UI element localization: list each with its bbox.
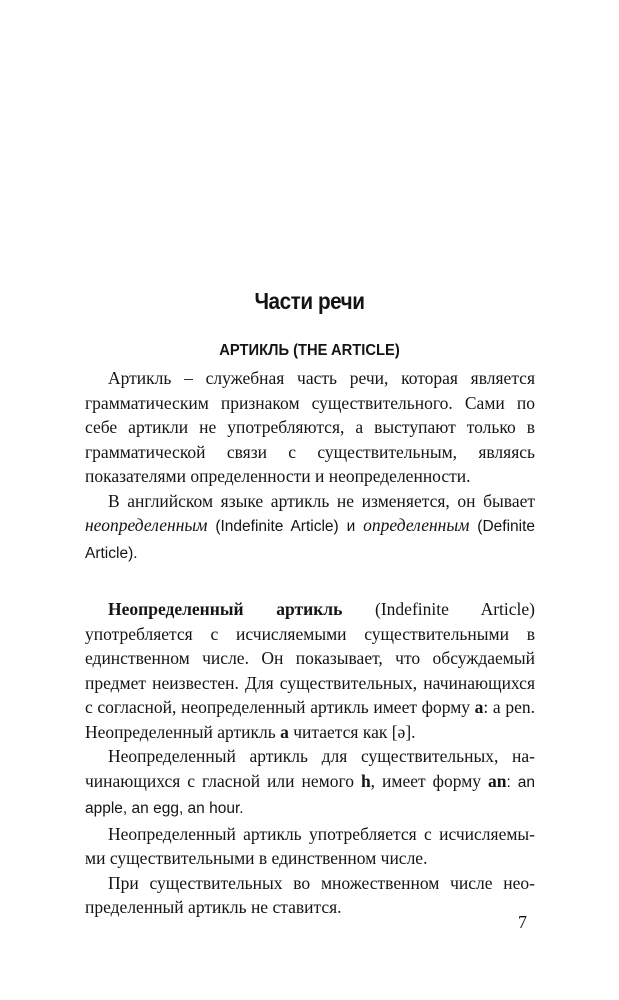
paragraph-4-part-c: , имеет форму: [370, 770, 489, 791]
paragraph-3-part-c: : a pen. Неопределенный артикль: [85, 697, 535, 742]
paragraph-3-part-e: читается как [ə].: [288, 721, 416, 742]
indefinite-article-text-block: [85, 597, 535, 920]
page-number: 7: [518, 912, 527, 932]
paragraph-1: Артикль – служебная часть речи, которая является грамматическим признаком существительного. Сами по себе артикли не употребляются, а выступают только в грамматической связи с существительным, являясь показателями определенности и неопределенности.: [85, 368, 535, 486]
chapter-title: Части речи: [254, 288, 365, 314]
form-a-reading: a: [280, 721, 289, 742]
term-indefinite: неопределенным: [85, 515, 208, 535]
paragraph-4-part-e: : an apple, an egg, an hour.: [85, 773, 535, 817]
term-definite: определенным: [363, 515, 470, 535]
paragraph-6: При существительных во множественном числе неопределенный артикль не ставится.: [85, 872, 535, 917]
section-title: АРТИКЛЬ (THE ARTICLE): [219, 342, 400, 359]
paragraph-2: [85, 489, 535, 567]
paragraph-2-part-e: (Definite Article).: [85, 518, 536, 562]
paragraph-2-part-c: (Indefinite Article) и: [207, 518, 364, 535]
term-indefinite-article: Неопределенный артикль: [108, 599, 343, 619]
paragraph-5: Неопределенный артикль употребляется с исчисляемыми существительными в единственном числе.: [85, 823, 535, 868]
form-a: a: [474, 697, 484, 717]
paragraph-4: [85, 744, 535, 822]
form-an: an: [488, 770, 507, 791]
paragraph-3: [85, 597, 535, 744]
letter-h: h: [360, 770, 371, 791]
intro-text-block: [85, 366, 535, 566]
paragraph-3-part-a: (Indefinite Article) употребляется с исчисляемыми существительными в единственном числе. Он показывает, что обсуждаемый предмет неизвестен. Для существительных, начинающихся с согласной, неопределенный артикль имеет форму: [85, 599, 535, 717]
paragraph-4-part-a: Неопределенный артикль для существительных, начинающихся с гласной или немого: [85, 746, 535, 791]
paragraph-2-part-a: В английском языке артикль не изменяется, он бывает: [108, 490, 535, 511]
